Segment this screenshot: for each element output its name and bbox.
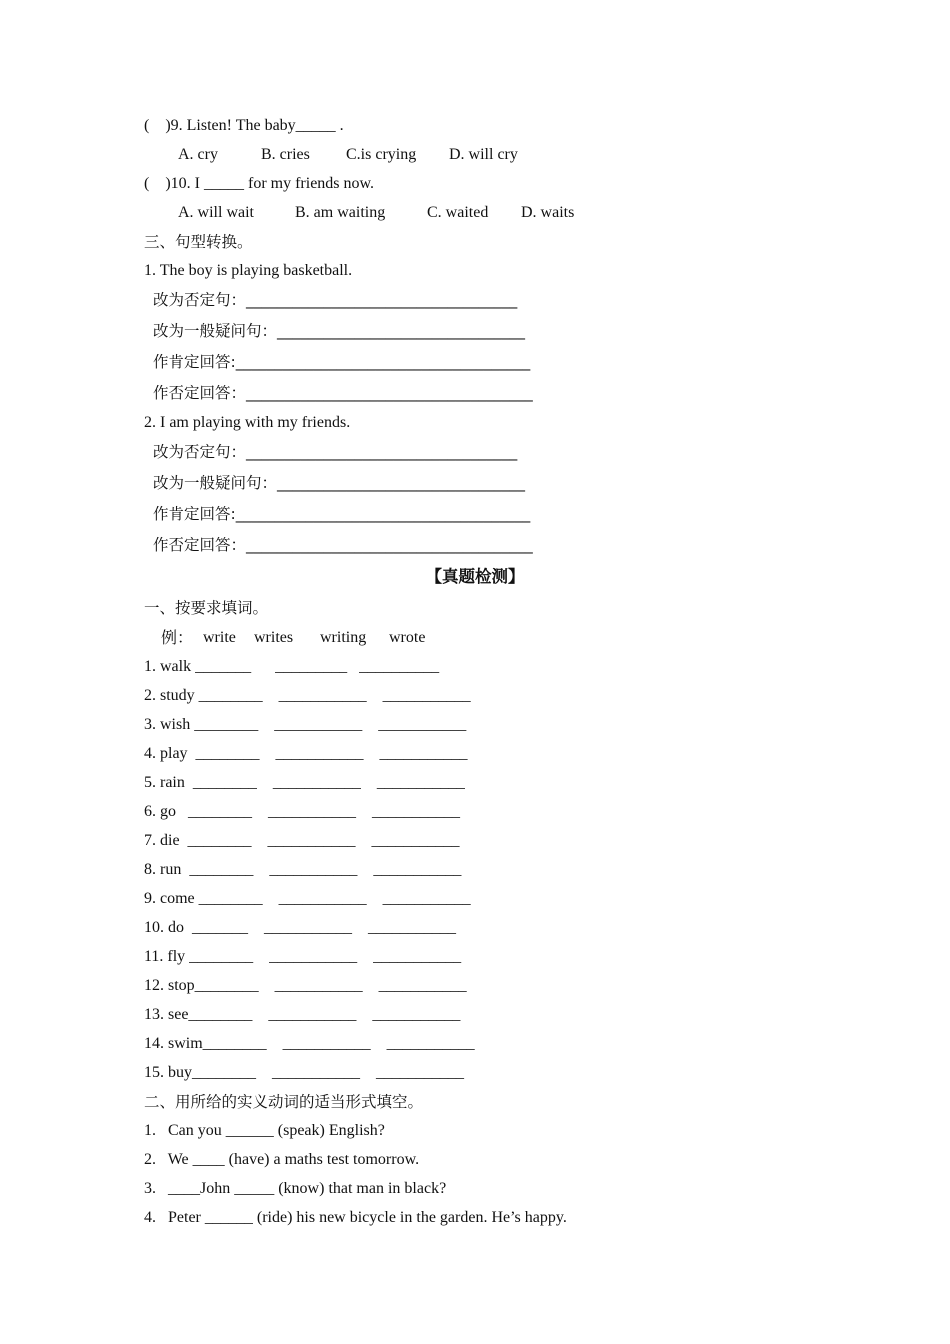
word-row: 1. walk _______ _________ __________ <box>144 658 440 675</box>
mc-9-option-c: C.is crying <box>346 146 417 163</box>
fill-blank-item: 3. ____John _____ (know) that man in black? <box>144 1180 447 1197</box>
transform-sentence-2: 2. I am playing with my friends. <box>144 414 351 431</box>
transform-2-yes-answer: 作肯定回答:______________________________________ <box>153 505 531 523</box>
transform-2-question: 改为一般疑问句：________________________________ <box>153 474 526 492</box>
fill-blank-item: 2. We ____ (have) a maths test tomorrow. <box>144 1151 420 1168</box>
word-row: 13. see________ ___________ ___________ <box>144 1006 461 1023</box>
word-row: 5. rain ________ ___________ ___________ <box>144 774 465 791</box>
word-row: 4. play ________ ___________ ___________ <box>144 745 468 762</box>
transform-2-no-answer: 作否定回答：_____________________________________ <box>153 536 533 554</box>
mc-10-option-b: B. am waiting <box>295 204 386 221</box>
example-word-4: wrote <box>389 629 426 646</box>
exam-section-title: 【真题检测】 <box>425 567 525 586</box>
transform-1-no-answer: 作否定回答：_____________________________________ <box>153 384 533 402</box>
mc-10-option-a: A. will wait <box>178 204 254 221</box>
transform-2-negative: 改为否定句：___________________________________ <box>153 443 518 461</box>
example-word-3: writing <box>320 629 367 646</box>
section3-heading: 三、句型转换。 <box>144 233 253 251</box>
mc-9-option-a: A. cry <box>178 146 218 163</box>
part1-heading: 一、按要求填词。 <box>144 599 269 617</box>
example-word-2: writes <box>254 629 294 646</box>
transform-1-question: 改为一般疑问句：________________________________ <box>153 322 526 340</box>
mc-question-9: ( )9. Listen! The baby_____ . <box>144 117 344 134</box>
mc-10-option-d: D. waits <box>521 204 575 221</box>
example-word-1: write <box>203 629 236 646</box>
fill-blank-item: 4. Peter ______ (ride) his new bicycle in the garden. He’s happy. <box>144 1209 567 1226</box>
mc-question-10: ( )10. I _____ for my friends now. <box>144 175 375 192</box>
word-row: 3. wish ________ ___________ ___________ <box>144 716 467 733</box>
word-row: 11. fly ________ ___________ ___________ <box>144 948 462 965</box>
word-row: 10. do _______ ___________ ___________ <box>144 919 456 936</box>
mc-9-option-b: B. cries <box>261 146 310 163</box>
transform-1-yes-answer: 作肯定回答:______________________________________ <box>153 353 531 371</box>
mc-9-option-d: D. will cry <box>449 146 518 163</box>
word-row: 8. run ________ ___________ ___________ <box>144 861 462 878</box>
word-row: 12. stop________ ___________ ___________ <box>144 977 467 994</box>
word-row: 6. go ________ ___________ ___________ <box>144 803 460 820</box>
word-row: 15. buy________ ___________ ___________ <box>144 1064 464 1081</box>
word-row: 9. come ________ ___________ ___________ <box>144 890 471 907</box>
transform-sentence-1: 1. The boy is playing basketball. <box>144 262 353 279</box>
example-label: 例： <box>161 628 194 647</box>
transform-1-negative: 改为否定句：___________________________________ <box>153 291 518 309</box>
word-row: 7. die ________ ___________ ___________ <box>144 832 460 849</box>
mc-10-option-c: C. waited <box>427 204 489 221</box>
fill-blank-item: 1. Can you ______ (speak) English? <box>144 1122 385 1139</box>
part2-heading: 二、用所给的实义动词的适当形式填空。 <box>144 1093 424 1111</box>
word-row: 14. swim________ ___________ ___________ <box>144 1035 475 1052</box>
word-row: 2. study ________ ___________ ___________ <box>144 687 471 704</box>
